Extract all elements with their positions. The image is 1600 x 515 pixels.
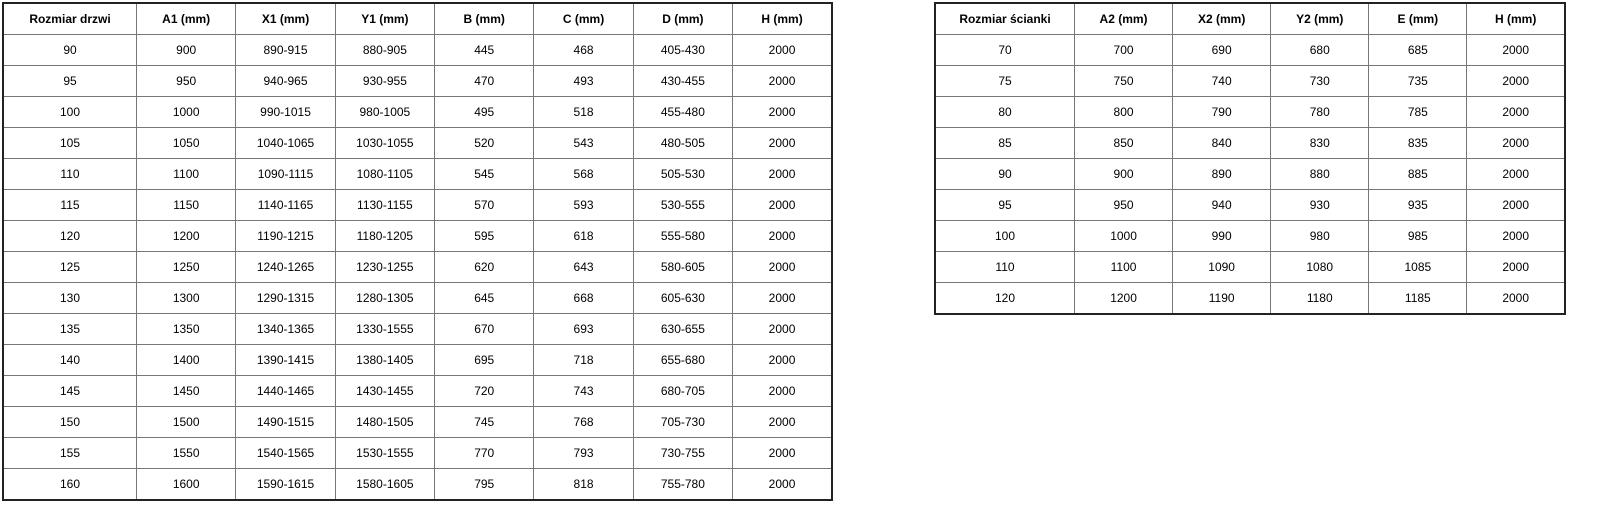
cell: 2000: [733, 128, 832, 159]
cell: 890-915: [236, 35, 335, 66]
cell: 1430-1455: [335, 376, 434, 407]
cell: 818: [534, 469, 633, 501]
cell: 493: [534, 66, 633, 97]
cell: 1300: [137, 283, 236, 314]
column-header: Rozmiar drzwi: [3, 3, 137, 35]
cell: 980-1005: [335, 97, 434, 128]
cell: 405-430: [633, 35, 732, 66]
cell: 680-705: [633, 376, 732, 407]
cell: 155: [3, 438, 137, 469]
cell: 643: [534, 252, 633, 283]
cell: 135: [3, 314, 137, 345]
table-row: [3, 469, 832, 501]
cell: 1380-1405: [335, 345, 434, 376]
cell: 1150: [137, 190, 236, 221]
cell: 950: [1075, 190, 1173, 221]
cell: 1100: [137, 159, 236, 190]
cell: 2000: [733, 345, 832, 376]
table-row: [3, 314, 832, 345]
cell: 950: [137, 66, 236, 97]
cell: 530-555: [633, 190, 732, 221]
cell: 990-1015: [236, 97, 335, 128]
cell: 645: [435, 283, 534, 314]
column-header: D (mm): [633, 3, 732, 35]
cell: 1590-1615: [236, 469, 335, 501]
cell: 885: [1369, 159, 1467, 190]
table-row: [935, 97, 1565, 128]
cell: 2000: [733, 469, 832, 501]
column-header: B (mm): [435, 3, 534, 35]
cell: 750: [1075, 66, 1173, 97]
cell: 780: [1271, 97, 1369, 128]
cell: 718: [534, 345, 633, 376]
table-row: [935, 159, 1565, 190]
cell: 75: [935, 66, 1075, 97]
cell: 1000: [1075, 221, 1173, 252]
cell: 935: [1369, 190, 1467, 221]
cell: 2000: [1467, 252, 1565, 283]
table-row: [3, 345, 832, 376]
table-row: [3, 438, 832, 469]
cell: 80: [935, 97, 1075, 128]
cell: 930: [1271, 190, 1369, 221]
column-header: X1 (mm): [236, 3, 335, 35]
header-row: [935, 3, 1565, 35]
column-header: Y2 (mm): [1271, 3, 1369, 35]
cell: 2000: [733, 159, 832, 190]
cell: 2000: [1467, 221, 1565, 252]
table-row: [3, 128, 832, 159]
cell: 1330-1555: [335, 314, 434, 345]
cell: 1180-1205: [335, 221, 434, 252]
cell: 595: [435, 221, 534, 252]
cell: 70: [935, 35, 1075, 66]
table-row: [3, 407, 832, 438]
cell: 2000: [733, 221, 832, 252]
cell: 880-905: [335, 35, 434, 66]
cell: 95: [935, 190, 1075, 221]
cell: 770: [435, 438, 534, 469]
cell: 1280-1305: [335, 283, 434, 314]
cell: 2000: [733, 314, 832, 345]
cell: 793: [534, 438, 633, 469]
cell: 840: [1173, 128, 1271, 159]
cell: 655-680: [633, 345, 732, 376]
cell: 620: [435, 252, 534, 283]
cell: 800: [1075, 97, 1173, 128]
cell: 90: [3, 35, 137, 66]
cell: 85: [935, 128, 1075, 159]
cell: 160: [3, 469, 137, 501]
cell: 120: [3, 221, 137, 252]
cell: 1500: [137, 407, 236, 438]
table-row: [3, 35, 832, 66]
cell: 2000: [1467, 190, 1565, 221]
cell: 1240-1265: [236, 252, 335, 283]
cell: 545: [435, 159, 534, 190]
cell: 130: [3, 283, 137, 314]
cell: 115: [3, 190, 137, 221]
cell: 1290-1315: [236, 283, 335, 314]
cell: 768: [534, 407, 633, 438]
cell: 2000: [733, 35, 832, 66]
cell: 1350: [137, 314, 236, 345]
cell: 2000: [1467, 66, 1565, 97]
cell: 985: [1369, 221, 1467, 252]
cell: 668: [534, 283, 633, 314]
cell: 125: [3, 252, 137, 283]
cell: 90: [935, 159, 1075, 190]
cell: 743: [534, 376, 633, 407]
table-row: [3, 376, 832, 407]
cell: 900: [137, 35, 236, 66]
cell: 468: [534, 35, 633, 66]
cell: 470: [435, 66, 534, 97]
cell: 1340-1365: [236, 314, 335, 345]
cell: 105: [3, 128, 137, 159]
cell: 2000: [1467, 97, 1565, 128]
column-header: E (mm): [1369, 3, 1467, 35]
cell: 2000: [733, 190, 832, 221]
cell: 700: [1075, 35, 1173, 66]
cell: 495: [435, 97, 534, 128]
cell: 2000: [733, 376, 832, 407]
cell: 790: [1173, 97, 1271, 128]
cell: 455-480: [633, 97, 732, 128]
table-row: [3, 159, 832, 190]
cell: 120: [935, 283, 1075, 315]
cell: 110: [3, 159, 137, 190]
cell: 685: [1369, 35, 1467, 66]
cell: 670: [435, 314, 534, 345]
cell: 520: [435, 128, 534, 159]
column-header: H (mm): [1467, 3, 1565, 35]
cell: 480-505: [633, 128, 732, 159]
wall-size-table: [934, 2, 1566, 315]
cell: 1030-1055: [335, 128, 434, 159]
column-header: A1 (mm): [137, 3, 236, 35]
cell: 730-755: [633, 438, 732, 469]
cell: 1190: [1173, 283, 1271, 315]
cell: 1490-1515: [236, 407, 335, 438]
cell: 695: [435, 345, 534, 376]
cell: 1390-1415: [236, 345, 335, 376]
cell: 755-780: [633, 469, 732, 501]
cell: 593: [534, 190, 633, 221]
door-size-table: [2, 2, 833, 501]
cell: 980: [1271, 221, 1369, 252]
cell: 580-605: [633, 252, 732, 283]
cell: 1250: [137, 252, 236, 283]
column-header: C (mm): [534, 3, 633, 35]
cell: 1080: [1271, 252, 1369, 283]
table-row: [935, 66, 1565, 97]
cell: 110: [935, 252, 1075, 283]
cell: 890: [1173, 159, 1271, 190]
cell: 795: [435, 469, 534, 501]
cell: 930-955: [335, 66, 434, 97]
table-row: [935, 128, 1565, 159]
cell: 735: [1369, 66, 1467, 97]
cell: 1200: [137, 221, 236, 252]
cell: 2000: [733, 407, 832, 438]
cell: 2000: [733, 252, 832, 283]
cell: 1230-1255: [335, 252, 434, 283]
cell: 618: [534, 221, 633, 252]
cell: 1450: [137, 376, 236, 407]
cell: 990: [1173, 221, 1271, 252]
cell: 1400: [137, 345, 236, 376]
table-row: [935, 190, 1565, 221]
cell: 835: [1369, 128, 1467, 159]
cell: 1190-1215: [236, 221, 335, 252]
cell: 2000: [1467, 283, 1565, 315]
cell: 740: [1173, 66, 1271, 97]
cell: 690: [1173, 35, 1271, 66]
cell: 940: [1173, 190, 1271, 221]
column-header: Rozmiar ścianki: [935, 3, 1075, 35]
cell: 1090: [1173, 252, 1271, 283]
cell: 1185: [1369, 283, 1467, 315]
cell: 570: [435, 190, 534, 221]
cell: 1440-1465: [236, 376, 335, 407]
table-row: [3, 252, 832, 283]
cell: 1000: [137, 97, 236, 128]
table-row: [3, 66, 832, 97]
cell: 2000: [733, 283, 832, 314]
cell: 785: [1369, 97, 1467, 128]
cell: 1090-1115: [236, 159, 335, 190]
table-row: [935, 283, 1565, 315]
cell: 100: [3, 97, 137, 128]
cell: 1600: [137, 469, 236, 501]
cell: 680: [1271, 35, 1369, 66]
column-header: X2 (mm): [1173, 3, 1271, 35]
cell: 830: [1271, 128, 1369, 159]
cell: 150: [3, 407, 137, 438]
cell: 1480-1505: [335, 407, 434, 438]
cell: 543: [534, 128, 633, 159]
cell: 2000: [1467, 35, 1565, 66]
cell: 140: [3, 345, 137, 376]
cell: 730: [1271, 66, 1369, 97]
table-row: [3, 97, 832, 128]
cell: 445: [435, 35, 534, 66]
cell: 1130-1155: [335, 190, 434, 221]
cell: 720: [435, 376, 534, 407]
cell: 705-730: [633, 407, 732, 438]
table-row: [3, 190, 832, 221]
cell: 1140-1165: [236, 190, 335, 221]
cell: 430-455: [633, 66, 732, 97]
cell: 1530-1555: [335, 438, 434, 469]
table-row: [935, 252, 1565, 283]
cell: 880: [1271, 159, 1369, 190]
cell: 100: [935, 221, 1075, 252]
cell: 2000: [1467, 128, 1565, 159]
cell: 900: [1075, 159, 1173, 190]
column-header: Y1 (mm): [335, 3, 434, 35]
cell: 850: [1075, 128, 1173, 159]
cell: 1080-1105: [335, 159, 434, 190]
table-row: [935, 35, 1565, 66]
cell: 940-965: [236, 66, 335, 97]
cell: 745: [435, 407, 534, 438]
cell: 1580-1605: [335, 469, 434, 501]
cell: 2000: [733, 66, 832, 97]
cell: 145: [3, 376, 137, 407]
cell: 1040-1065: [236, 128, 335, 159]
cell: 505-530: [633, 159, 732, 190]
cell: 605-630: [633, 283, 732, 314]
cell: 1050: [137, 128, 236, 159]
header-row: [3, 3, 832, 35]
cell: 1550: [137, 438, 236, 469]
cell: 1085: [1369, 252, 1467, 283]
column-header: H (mm): [733, 3, 832, 35]
cell: 555-580: [633, 221, 732, 252]
cell: 2000: [733, 438, 832, 469]
table-row: [3, 221, 832, 252]
cell: 1540-1565: [236, 438, 335, 469]
table-row: [935, 221, 1565, 252]
cell: 1100: [1075, 252, 1173, 283]
cell: 693: [534, 314, 633, 345]
cell: 1180: [1271, 283, 1369, 315]
cell: 630-655: [633, 314, 732, 345]
column-header: A2 (mm): [1075, 3, 1173, 35]
cell: 95: [3, 66, 137, 97]
cell: 2000: [733, 97, 832, 128]
cell: 518: [534, 97, 633, 128]
cell: 2000: [1467, 159, 1565, 190]
table-row: [3, 283, 832, 314]
cell: 1200: [1075, 283, 1173, 315]
cell: 568: [534, 159, 633, 190]
